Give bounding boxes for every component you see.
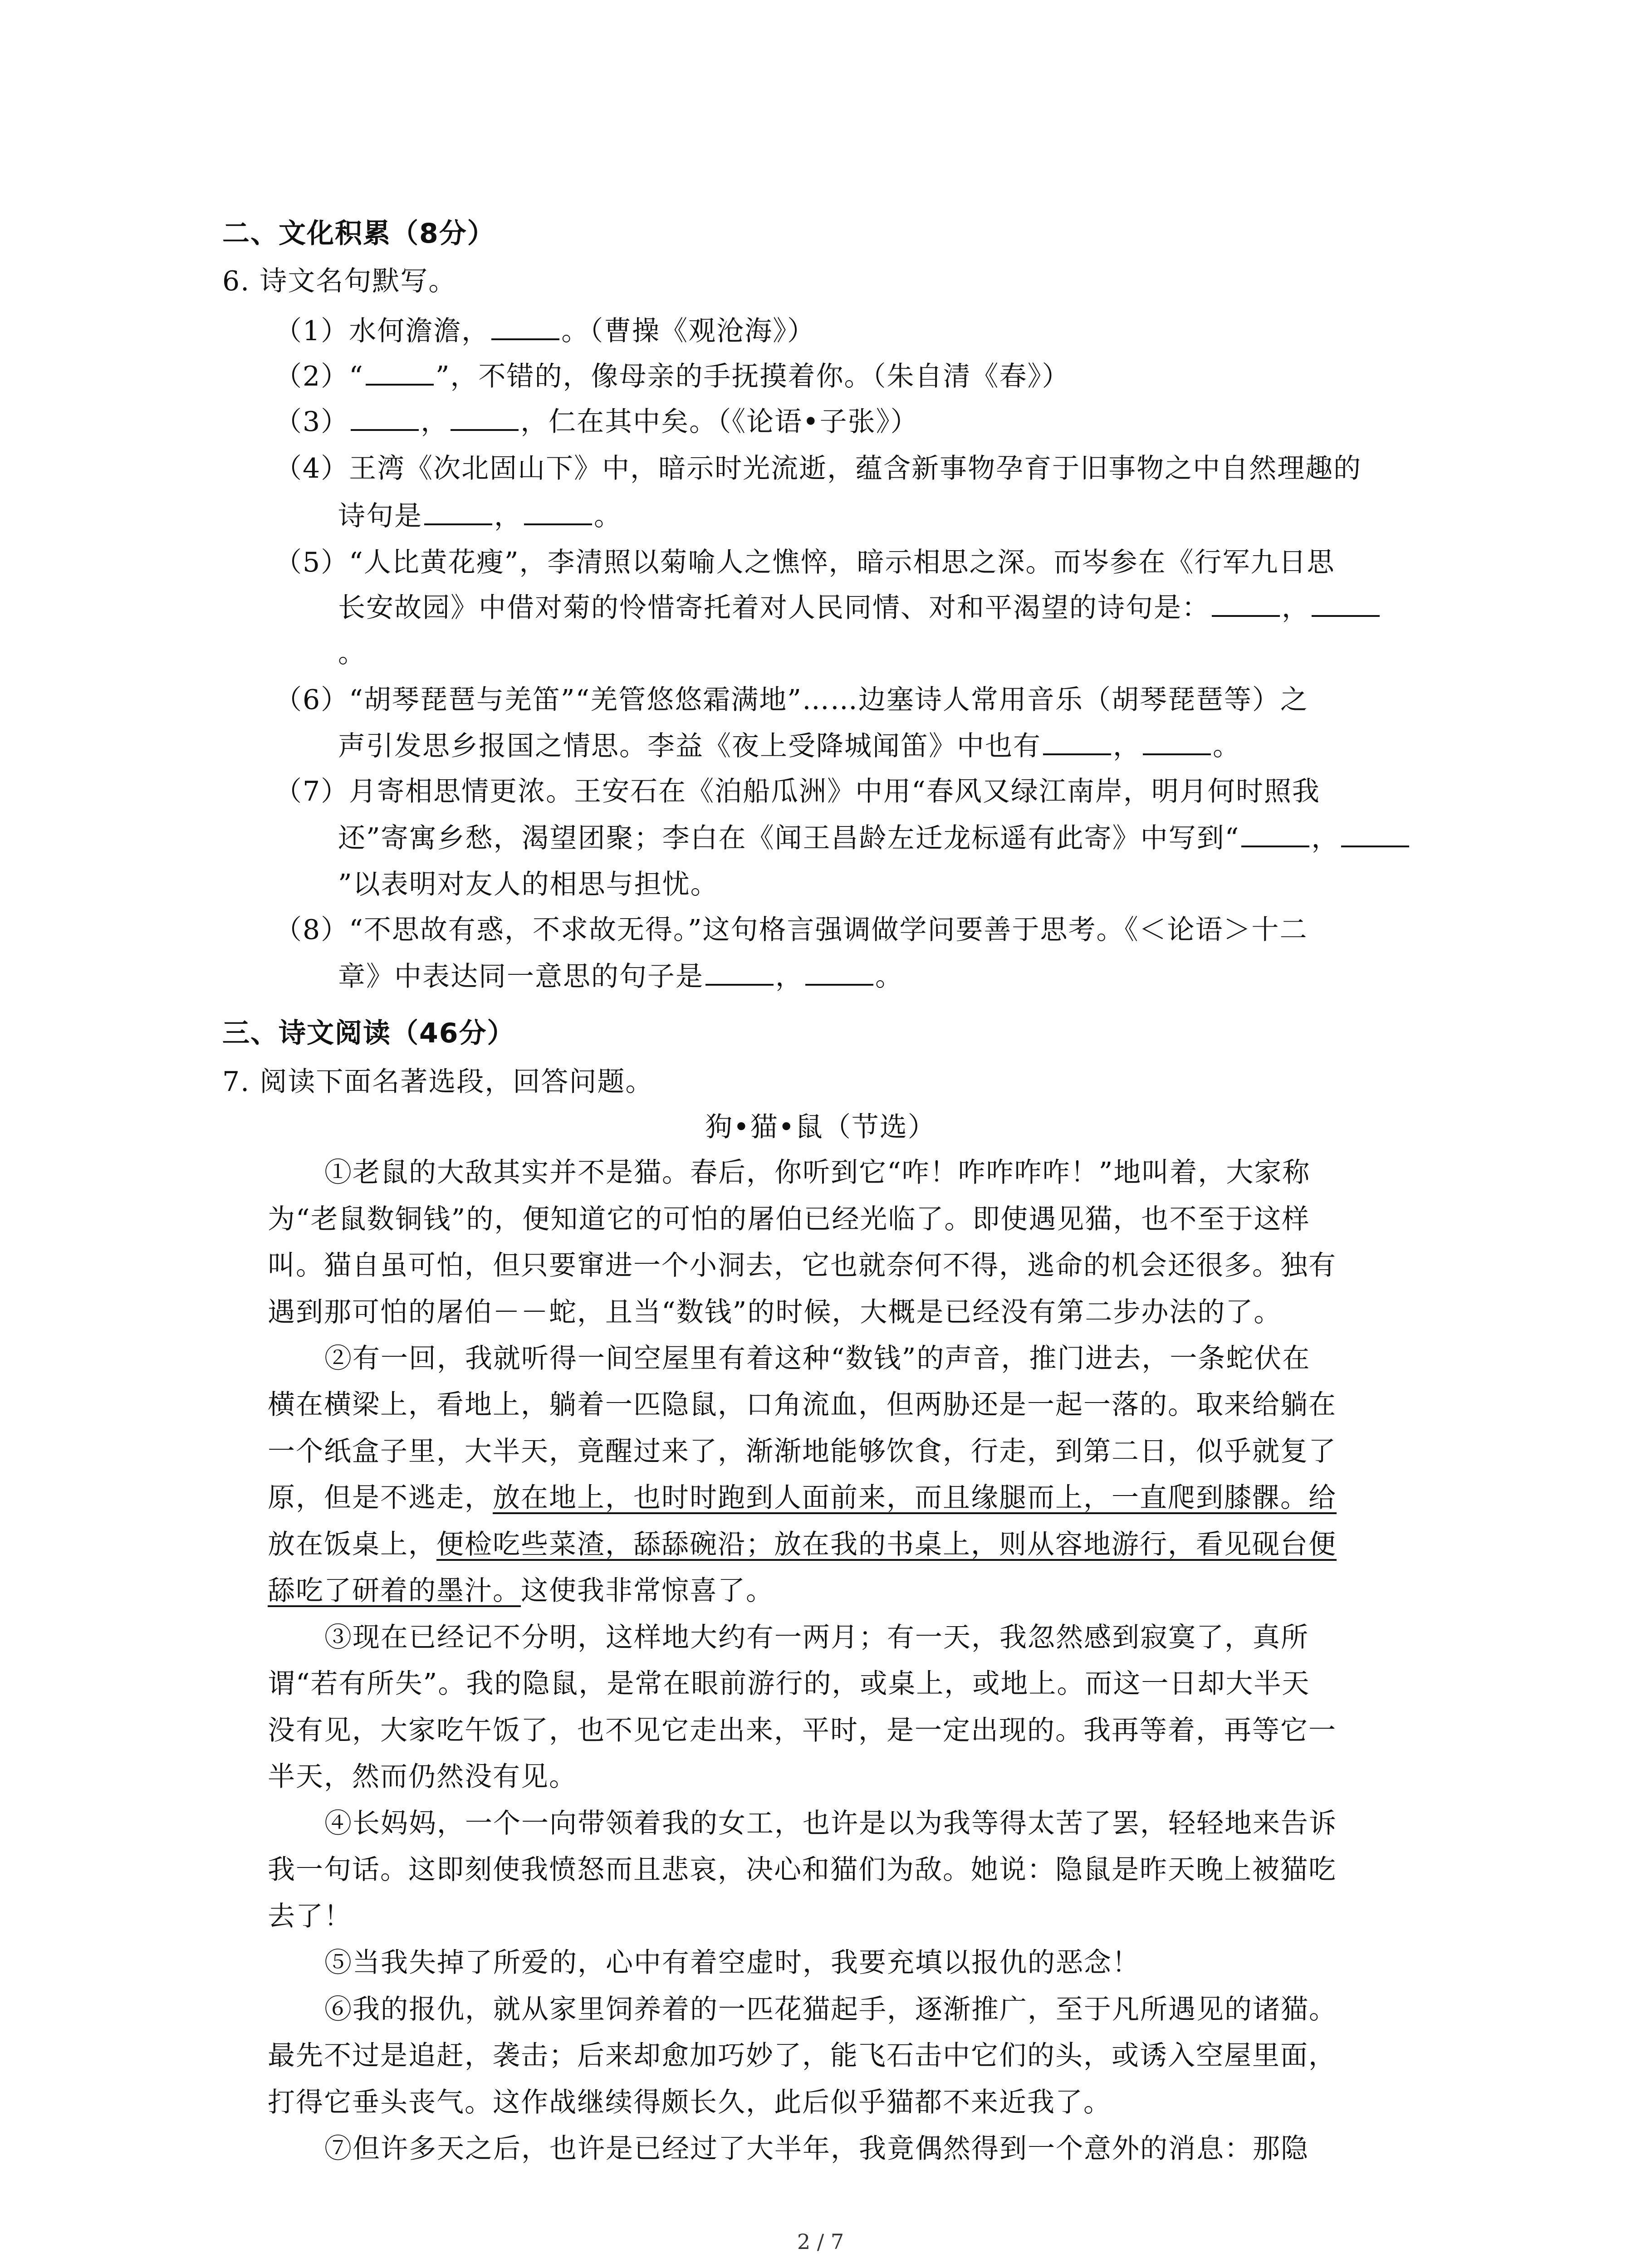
p2-line-3: 一个纸盒子里，大半天，竟醒过来了，渐渐地能够饮食，行走，到第二日，似乎就复了 xyxy=(268,1436,1337,1467)
text: 诗句是 xyxy=(338,500,422,532)
p2-line-4 xyxy=(268,1480,1337,1516)
p1-line-3: 叫。猫自虽可怕，但只要窜进一个小洞去，它也就奈何不得，逃命的机会还很多。独有 xyxy=(268,1250,1337,1281)
q6-item-6-line-1: （6）“胡琴琵琶与羌笛”“羌管悠悠霜满地”……边塞诗人常用音乐（胡琴琵琶等）之 xyxy=(274,684,1308,716)
p3-line-4: 半天，然而仍然没有见。 xyxy=(268,1761,577,1793)
text: 放在饭桌上， xyxy=(268,1529,436,1560)
p3-line-3: 没有见，大家吃午饭了，也不见它走出来，平时，是一定出现的。我再等着，再等它一 xyxy=(268,1715,1337,1746)
answer-blank[interactable] xyxy=(805,958,873,986)
underlined-text: 舔吃了研着的墨汁。 xyxy=(268,1575,521,1607)
text: ， xyxy=(775,961,803,992)
question-6-title: 6. 诗文名句默写。 xyxy=(222,265,457,297)
q6-item-4-line-1: （4）王湾《次北固山下》中，暗示时光流逝，蕴含新事物孕育于旧事物之中自然理趣的 xyxy=(274,453,1362,484)
q6-item-8-line-1: （8）“不思故有惑，不求故无得。”这句格言强调做学问要善于思考。《＜论语＞十二 xyxy=(274,914,1308,946)
text: 。 xyxy=(875,961,903,992)
q6-item-7-line-1: （7）月寄相思情更浓。王安石在《泊船瓜洲》中用“春风又绿江南岸，明月何时照我 xyxy=(274,776,1320,807)
text: （1）水何澹澹， xyxy=(274,315,490,347)
answer-blank[interactable] xyxy=(1143,728,1211,755)
p5-line-1: ⑤当我失掉了所爱的，心中有着空虚时，我要充填以报仇的恶念！ xyxy=(324,1947,1140,1979)
answer-blank[interactable] xyxy=(366,358,434,386)
text: 章》中表达同一意思的句子是 xyxy=(338,961,704,992)
p1-line-4: 遇到那可怕的屠伯－－蛇，且当“数钱”的时候，大概是已经没有第二步办法的了。 xyxy=(268,1296,1282,1328)
q6-item-2 xyxy=(274,358,1070,395)
answer-blank[interactable] xyxy=(524,498,592,525)
text: 原，但是不逃走， xyxy=(268,1482,493,1514)
p1-line-2: 为“老鼠数铜钱”的，便知道它的可怕的屠伯已经光临了。即使遇见猫，也不至于这样 xyxy=(268,1203,1310,1235)
p6-line-2: 最先不过是追赶，袭击；后来却愈加巧妙了，能飞石击中它们的头，或诱入空屋里面， xyxy=(268,2040,1337,2072)
answer-blank[interactable] xyxy=(1241,820,1309,847)
p3-line-1: ③现在已经记不分明，这样地大约有一两月；有一天，我忽然感到寂寞了，真所 xyxy=(324,1622,1309,1653)
text: （2）“ xyxy=(274,361,364,392)
text: 长安故园》中借对菊的怜惜寄托着对人民同情、对和平渴望的诗句是： xyxy=(338,592,1210,624)
p2-line-1: ②有一回，我就听得一间空屋里有着这种“数钱”的声音，推门进去，一条蛇伏在 xyxy=(324,1343,1311,1374)
q6-item-7-line-2 xyxy=(338,820,1411,856)
p1-line-1: ①老鼠的大敌其实并不是猫。春后，你听到它“咋！咋咋咋咋！”地叫着，大家称 xyxy=(324,1157,1311,1188)
p6-line-1: ⑥我的报仇，就从家里饲养着的一匹花猫起手，逐渐推广，至于凡所遇见的诸猫。 xyxy=(324,1994,1337,2025)
answer-blank[interactable] xyxy=(351,404,419,431)
text: ，仁在其中矣。（《论语•子张》） xyxy=(520,406,919,438)
text: 。（曹操《观沧海》） xyxy=(561,315,816,347)
text: ， xyxy=(494,500,522,532)
text: 。 xyxy=(1213,730,1241,762)
answer-blank[interactable] xyxy=(451,404,519,431)
text: ， xyxy=(1282,592,1310,624)
q6-item-1 xyxy=(274,313,815,349)
text: 。 xyxy=(594,500,622,532)
page-number: 2 / 7 xyxy=(797,2229,844,2254)
answer-blank[interactable] xyxy=(424,498,492,525)
answer-blank[interactable] xyxy=(491,313,559,340)
p6-line-3: 打得它垂头丧气。这作战继续得颇长久，此后似乎猫都不来近我了。 xyxy=(268,2087,1112,2118)
p2-line-2: 横在横梁上，看地上，躺着一匹隐鼠，口角流血，但两胁还是一起一落的。取来给躺在 xyxy=(268,1389,1337,1421)
q6-item-5-line-3: 。 xyxy=(338,637,366,669)
p7-line-1: ⑦但许多天之后，也许是已经过了大半年，我竟偶然得到一个意外的消息：那隐 xyxy=(324,2133,1309,2165)
q6-item-7-line-3: ”以表明对友人的相思与担忧。 xyxy=(338,869,719,900)
p4-line-1: ④长妈妈，一个一向带领着我的女工，也许是以为我等得太苦了罢，轻轻地来告诉 xyxy=(324,1808,1337,1839)
q6-item-6-line-2 xyxy=(338,728,1241,764)
question-7-title: 7. 阅读下面名著选段，回答问题。 xyxy=(222,1066,654,1098)
p3-line-2: 谓“若有所失”。我的隐鼠，是常在眼前游行的，或桌上，或地上。而这一日却大半天 xyxy=(268,1668,1310,1700)
text: ， xyxy=(1113,730,1141,762)
underlined-text: 便检吃些菜渣，舔舔碗沿；放在我的书桌上，则从容地游行，看见砚台便 xyxy=(436,1529,1337,1560)
underlined-text: 放在地上，也时时跑到人面前来，而且缘腿而上，一直爬到膝髁。给 xyxy=(493,1482,1337,1514)
q6-item-3 xyxy=(274,404,919,440)
text: 还”寄寓乡愁，渴望团聚；李白在《闻王昌龄左迁龙标遥有此寄》中写到“ xyxy=(338,822,1240,854)
section-2-heading: 二、文化积累（8分） xyxy=(222,218,495,249)
q6-item-4-line-2 xyxy=(338,498,622,534)
q6-item-5-line-1: （5）“人比黄花瘦”，李清照以菊喻人之憔悴，暗示相思之深。而岑参在《行军九日思 xyxy=(274,547,1335,578)
answer-blank[interactable] xyxy=(705,958,774,986)
text: （3） xyxy=(274,406,349,438)
section-3-heading: 三、诗文阅读（46分） xyxy=(222,1017,515,1049)
answer-blank[interactable] xyxy=(1341,820,1409,847)
p2-line-5 xyxy=(268,1526,1337,1563)
answer-blank[interactable] xyxy=(1043,728,1111,755)
text: 这使我非常惊喜了。 xyxy=(521,1575,774,1607)
passage-title: 狗•猫•鼠（节选） xyxy=(705,1111,936,1143)
answer-blank[interactable] xyxy=(1212,590,1280,617)
q6-item-8-line-2 xyxy=(338,958,903,995)
p2-line-6 xyxy=(268,1573,774,1609)
q6-item-5-line-2 xyxy=(338,590,1381,626)
p4-line-3: 去了！ xyxy=(268,1901,352,1932)
text: ， xyxy=(1311,822,1340,854)
text: ”，不错的，像母亲的手抚摸着你。（朱自清《春》） xyxy=(435,361,1070,392)
p4-line-2: 我一句话。这即刻使我愤怒而且悲哀，决心和猫们为敌。她说：隐鼠是昨天晚上被猫吃 xyxy=(268,1854,1337,1886)
text: ， xyxy=(421,406,449,438)
text: 声引发思乡报国之情思。李益《夜上受降城闻笛》中也有 xyxy=(338,730,1041,762)
answer-blank[interactable] xyxy=(1312,590,1380,617)
